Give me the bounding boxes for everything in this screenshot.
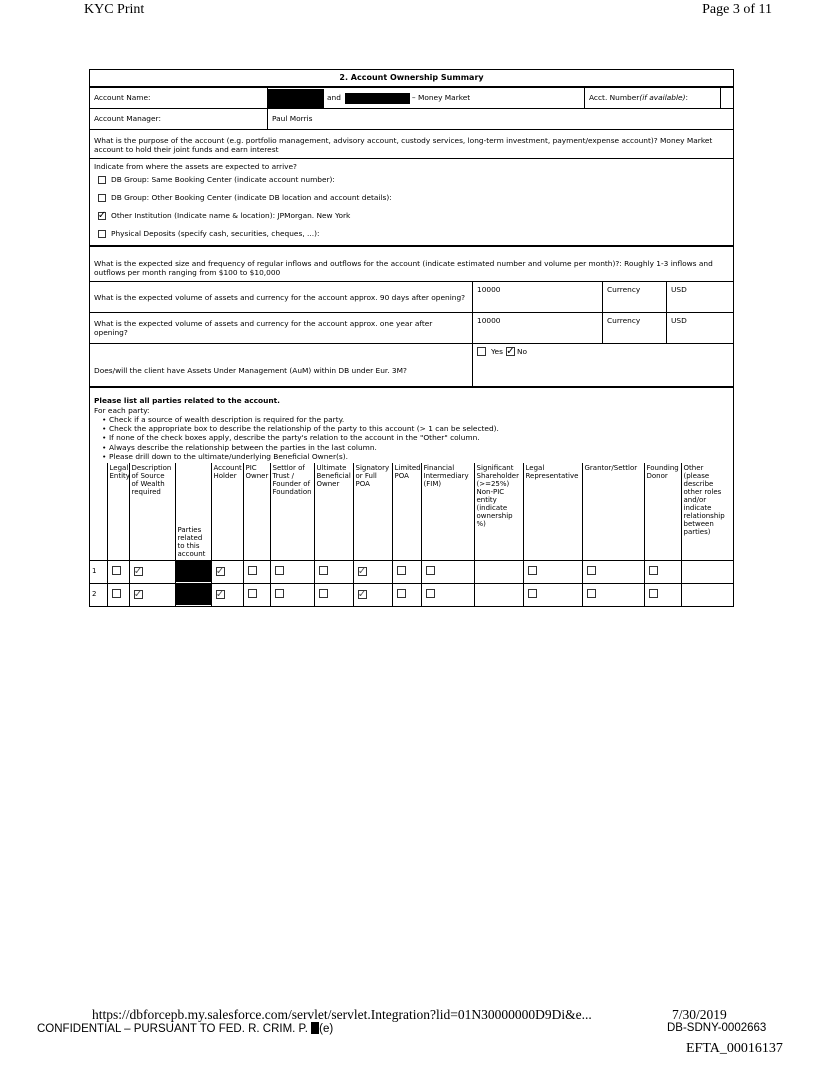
- acct-number-value[interactable]: [721, 88, 733, 108]
- checkbox-cell: [644, 583, 681, 606]
- origin-option-other-booking[interactable]: DB Group: Other Booking Center (indicate DB location and account details):: [90, 189, 733, 207]
- redacted-name-1: [268, 89, 324, 108]
- table-row: [90, 583, 733, 606]
- checked-checkbox-icon[interactable]: ✓: [133, 565, 143, 577]
- row-number: 1: [90, 560, 107, 583]
- volume-1y-amount[interactable]: 10000: [473, 313, 603, 343]
- checkbox-cell: [107, 583, 129, 606]
- flows-row: [90, 247, 733, 283]
- redacted-name-2: [345, 93, 410, 104]
- volume-90-currency[interactable]: USD: [671, 285, 687, 295]
- acct-number-label: Acct. Number (if available) :: [585, 88, 721, 108]
- col-header-founding-donor: Founding Donor: [644, 463, 681, 560]
- empty-cell: [681, 560, 733, 583]
- checkbox-icon[interactable]: [587, 589, 596, 598]
- aum-row: [90, 344, 733, 388]
- footer-url: https://dbforcepb.my.salesforce.com/servlet/servlet.Integration?lid=01N30000000D9Di&e...: [92, 1007, 592, 1022]
- checkbox-icon[interactable]: [426, 566, 435, 575]
- col-header-signatory: Signatory or Full POA: [353, 463, 392, 560]
- checkbox-cell: [523, 583, 582, 606]
- volume-1y-currency-label: Currency: [603, 313, 667, 343]
- volume-1y-currency[interactable]: USD: [671, 316, 687, 326]
- checkbox-icon[interactable]: [275, 589, 284, 598]
- checkbox-cell: [270, 560, 314, 583]
- checkbox-icon[interactable]: [112, 589, 121, 598]
- checkbox-icon[interactable]: [275, 566, 284, 575]
- bullet-item: • Please drill down to the ultimate/underlying Beneficial Owner(s).: [102, 452, 729, 461]
- parties-heading: Please list all parties related to the account.: [94, 396, 280, 406]
- col-header-ubo: Ultimate Beneficial Owner: [314, 463, 353, 560]
- checked-checkbox-icon[interactable]: ✓: [215, 588, 225, 600]
- parties-table: [90, 463, 733, 606]
- bullet-item: • Check the appropriate box to describe the relationship of the party to this account (> 1 can be selected).: [102, 424, 729, 433]
- bullet-item: • Check if a source of wealth description is required for the party.: [102, 415, 729, 424]
- checkbox-cell: [107, 560, 129, 583]
- purpose-text: What is the purpose of the account (e.g. portfolio management, advisory account, custody services, long-term investment, payment/expense account)? Money Market account to hold their joint funds and earn interest: [94, 136, 713, 155]
- asset-origin-block: [90, 159, 733, 247]
- yes-checkbox-icon[interactable]: [477, 347, 486, 356]
- checkbox-cell: [243, 583, 270, 606]
- col-header-legal-rep: Legal Representative: [523, 463, 582, 560]
- section-title: 2. Account Ownership Summary: [90, 70, 733, 88]
- checkbox-icon[interactable]: [397, 589, 406, 598]
- col-header-parties-related: Parties related to this account: [175, 463, 211, 560]
- col-header-source-of-wealth: Description of Source of Wealth required: [129, 463, 175, 560]
- checkbox-cell: [353, 583, 392, 606]
- checkbox-icon[interactable]: [528, 589, 537, 598]
- checkbox-icon[interactable]: [98, 194, 106, 202]
- aum-question: Does/will the client have Assets Under Management (AuM) within DB under Eur. 3M?: [90, 344, 473, 386]
- account-name-and: and: [327, 93, 341, 103]
- checked-checkbox-icon[interactable]: ✓: [357, 588, 367, 600]
- checkbox-icon[interactable]: [112, 566, 121, 575]
- account-manager-row: [90, 109, 733, 130]
- col-header-index: [90, 463, 107, 560]
- col-header-pic-owner: PIC Owner: [243, 463, 270, 560]
- checkbox-cell: [270, 583, 314, 606]
- col-header-legal-entity: Legal Entity: [107, 463, 129, 560]
- checkbox-icon[interactable]: [98, 176, 106, 184]
- checkbox-cell: [129, 560, 175, 583]
- volume-90-currency-label: Currency: [603, 282, 667, 312]
- col-header-settlor: Settlor of Trust / Founder of Foundation: [270, 463, 314, 560]
- account-name-suffix: – Money Market: [411, 93, 471, 103]
- checkbox-icon[interactable]: [426, 589, 435, 598]
- volume-1y-row: [90, 313, 733, 344]
- checked-checkbox-icon[interactable]: ✓: [357, 565, 367, 577]
- checkbox-cell: [421, 560, 474, 583]
- col-header-other: Other (please describe other roles and/or indicate relationship between parties): [681, 463, 733, 560]
- checked-checkbox-icon[interactable]: ✓: [215, 565, 225, 577]
- parties-instructions: [90, 388, 733, 463]
- footer-date: 7/30/2019: [672, 1007, 727, 1022]
- redacted-name-block: [176, 584, 211, 605]
- checkbox-cell: [211, 583, 243, 606]
- checkbox-cell: [211, 560, 243, 583]
- print-header-title: KYC Print: [84, 2, 145, 17]
- empty-cell: [474, 560, 523, 583]
- checkbox-icon[interactable]: [319, 589, 328, 598]
- col-header-limited-poa: Limited POA: [392, 463, 421, 560]
- empty-cell: [474, 583, 523, 606]
- volume-90-question: What is the expected volume of assets and currency for the account approx. 90 days after opening?: [90, 282, 473, 312]
- checkbox-cell: [392, 583, 421, 606]
- redacted-name-block: [176, 561, 211, 582]
- parties-bullet-list: [94, 415, 729, 461]
- account-manager-label: Account Manager:: [90, 109, 268, 129]
- col-header-shareholder: Significant Shareholder (>=25%) Non-PIC entity (indicate ownership %): [474, 463, 523, 560]
- page-number: Page 3 of 11: [702, 2, 772, 17]
- efta-number: EFTA_00016137: [686, 1041, 783, 1056]
- redacted-mark: [311, 1022, 319, 1034]
- checkbox-icon[interactable]: [649, 566, 658, 575]
- row-number: 2: [90, 583, 107, 606]
- aum-yes-label: Yes: [491, 347, 503, 357]
- account-manager-value: Paul Morris: [272, 114, 313, 124]
- origin-option-physical-deposits[interactable]: Physical Deposits (specify cash, securities, cheques, ...):: [90, 225, 733, 243]
- table-header-row: [90, 463, 733, 560]
- checkbox-icon[interactable]: [649, 589, 658, 598]
- checked-checkbox-icon[interactable]: ✓: [97, 209, 107, 221]
- parties-for-each: For each party:: [94, 405, 150, 415]
- checked-checkbox-icon[interactable]: ✓: [133, 588, 143, 600]
- flows-text: What is the expected size and frequency of regular inflows and outflows for the account (indicate estimated number and volume per month)?: Roughly 1-3 inflows and outflows per month ranging from $100 to $10,000: [94, 258, 713, 277]
- bullet-item: • If none of the check boxes apply, describe the party's relation to the account in the "Other" column.: [102, 433, 729, 442]
- checkbox-cell: [314, 583, 353, 606]
- checkbox-cell: [392, 560, 421, 583]
- checkbox-cell: [314, 560, 353, 583]
- empty-cell: [681, 583, 733, 606]
- origin-option-other-institution[interactable]: ✓ Other Institution (Indicate name & location): JPMorgan. New York: [97, 209, 351, 221]
- volume-90-row: [90, 282, 733, 313]
- aum-no-label: No: [516, 347, 527, 357]
- no-checked-checkbox-icon[interactable]: ✓: [506, 345, 515, 357]
- table-row: [90, 560, 733, 583]
- asset-origin-question: Indicate from where the assets are expected to arrive?: [94, 161, 297, 171]
- checkbox-cell: [421, 583, 474, 606]
- purpose-row: [90, 130, 733, 159]
- checkbox-icon[interactable]: [319, 566, 328, 575]
- checkbox-icon[interactable]: [587, 566, 596, 575]
- checkbox-icon[interactable]: [397, 566, 406, 575]
- checkbox-cell: [353, 560, 392, 583]
- checkbox-cell: [243, 560, 270, 583]
- parties-block: [90, 388, 733, 605]
- account-name-label: Account Name:: [90, 88, 268, 108]
- volume-90-amount[interactable]: 10000: [473, 282, 603, 312]
- checkbox-icon[interactable]: [98, 230, 106, 238]
- col-header-fim: Financial Intermediary (FIM): [421, 463, 474, 560]
- origin-option-same-booking[interactable]: DB Group: Same Booking Center (indicate account number):: [90, 171, 733, 189]
- aum-answer: [473, 344, 733, 386]
- col-header-grantor: Grantor/Settlor: [582, 463, 644, 560]
- account-name-row: [90, 88, 733, 109]
- checkbox-icon[interactable]: [248, 589, 257, 598]
- checkbox-cell: [129, 583, 175, 606]
- account-name-value: [268, 88, 585, 108]
- volume-1y-question: What is the expected volume of assets and currency for the account approx. one year after opening?: [90, 313, 473, 343]
- account-ownership-form: [89, 69, 734, 607]
- confidential-notice: CONFIDENTIAL – PURSUANT TO FED. R. CRIM. P. (e): [37, 1023, 334, 1035]
- checkbox-cell: [582, 583, 644, 606]
- checkbox-icon[interactable]: [528, 566, 537, 575]
- bullet-item: • Always describe the relationship between the parties in the last column.: [102, 443, 729, 452]
- redacted-party-name: [175, 560, 211, 583]
- checkbox-cell: [523, 560, 582, 583]
- checkbox-cell: [582, 560, 644, 583]
- redacted-party-name: [175, 583, 211, 606]
- bates-number: DB-SDNY-0002663: [667, 1022, 767, 1034]
- checkbox-cell: [644, 560, 681, 583]
- checkbox-icon[interactable]: [248, 566, 257, 575]
- col-header-account-holder: Account Holder: [211, 463, 243, 560]
